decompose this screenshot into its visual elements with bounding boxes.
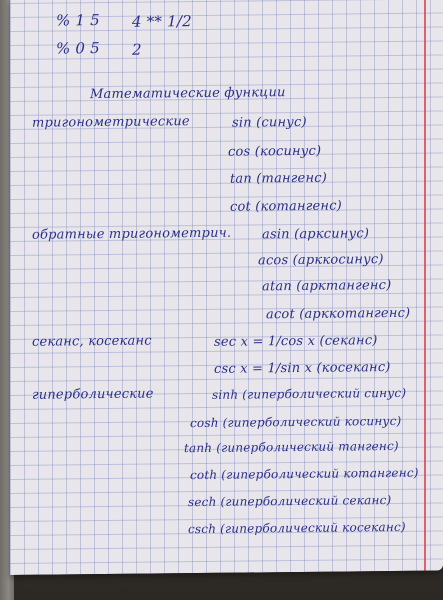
secant-item-csc: csc x = 1/sin x (косеканс) — [214, 360, 391, 377]
section-label-trig: тригонометрические — [32, 114, 190, 131]
hyperbolic-item-cosh: cosh (гиперболический косинус) — [190, 413, 402, 431]
hyperbolic-item-sinh: sinh (гиперболический синус) — [212, 385, 407, 402]
inverse-item-asin: asin (арксинус) — [262, 226, 370, 243]
secant-item-sec: sec x = 1/cos x (секанс) — [214, 333, 378, 350]
trig-item-sin: sin (синус) — [232, 114, 307, 131]
inverse-item-atan: atan (арктангенс) — [262, 278, 392, 295]
hyperbolic-item-sech: sech (гиперболический секанс) — [188, 493, 392, 510]
top-line-1-right: 4 ** 1/2 — [132, 12, 192, 31]
top-line-2-right: 2 — [132, 40, 142, 59]
top-line-1-left: % 1 5 — [56, 11, 100, 30]
heading: Математические функции — [90, 85, 286, 103]
margin-line — [424, 0, 426, 571]
section-label-hyperbolic: гиперболические — [32, 386, 154, 403]
section-label-inverse-trig: обратные тригонометрич. — [32, 225, 232, 243]
notebook-page — [10, 0, 443, 575]
hyperbolic-item-coth: coth (гиперболический котангенс) — [190, 465, 419, 483]
trig-item-tan: tan (тангенс) — [230, 170, 327, 187]
section-label-secant: секанс, косеканс — [32, 333, 152, 350]
hyperbolic-item-tanh: tanh (гиперболический тангенс) — [184, 438, 399, 456]
inverse-item-acos: acos (арккосинус) — [258, 252, 384, 269]
trig-item-cot: cot (котангенс) — [230, 198, 342, 215]
hyperbolic-item-csch: csch (гиперболический косеканс) — [188, 519, 406, 537]
trig-item-cos: cos (косинус) — [228, 143, 322, 160]
top-line-2-left: % 0 5 — [56, 39, 100, 58]
inverse-item-acot: acot (арккотангенс) — [266, 305, 411, 323]
